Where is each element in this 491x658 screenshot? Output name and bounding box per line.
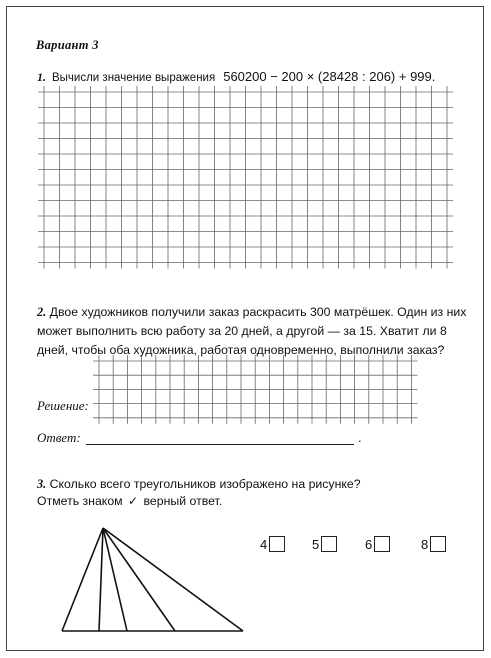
- task2-solution-grid[interactable]: [93, 355, 417, 424]
- answer-end: .: [358, 430, 362, 445]
- answer-label: Ответ:: [37, 430, 81, 445]
- task3-text: Сколько всего треугольников изображено на рисунке?: [49, 477, 361, 491]
- task3-number: 3.: [37, 477, 47, 491]
- triangle-figure: [62, 528, 243, 631]
- option-label: 8: [421, 536, 429, 552]
- task2-number: 2.: [37, 305, 47, 319]
- task3-instruction-after: верный ответ.: [143, 494, 223, 508]
- option-8: [421, 535, 446, 553]
- task3-paragraph: [37, 476, 457, 510]
- option-checkbox[interactable]: [269, 536, 285, 552]
- task1-text: Вычисли значение выражения: [52, 72, 216, 84]
- check-mark-icon: ✓: [128, 494, 139, 508]
- option-label: 4: [260, 536, 268, 552]
- variant-title: Вариант 3: [36, 38, 99, 52]
- option-checkbox[interactable]: [321, 536, 337, 552]
- option-6: [365, 535, 390, 553]
- task1-expression: 560200 − 200 × (28428 : 206) + 999.: [223, 69, 436, 84]
- option-label: 6: [365, 536, 373, 552]
- task2-paragraph: [37, 303, 477, 360]
- task2-text: Двое художников получили заказ раскрасить 300 матрёшек. Один из них может выполнить всю работу за 20 дней, а другой — за 15. Хватит ли 8 дней, чтобы оба художника, работая одновременно, выполнили заказ?: [37, 305, 467, 357]
- task3-instruction-before: Отметь знаком: [37, 494, 123, 508]
- option-4: [260, 535, 285, 553]
- task1-number: 1.: [37, 70, 46, 84]
- answer-line[interactable]: [86, 444, 354, 445]
- task1-grid[interactable]: [38, 86, 453, 269]
- option-5: [312, 535, 337, 553]
- option-checkbox[interactable]: [430, 536, 446, 552]
- option-checkbox[interactable]: [374, 536, 390, 552]
- solution-label: Решение:: [37, 398, 89, 413]
- option-label: 5: [312, 536, 320, 552]
